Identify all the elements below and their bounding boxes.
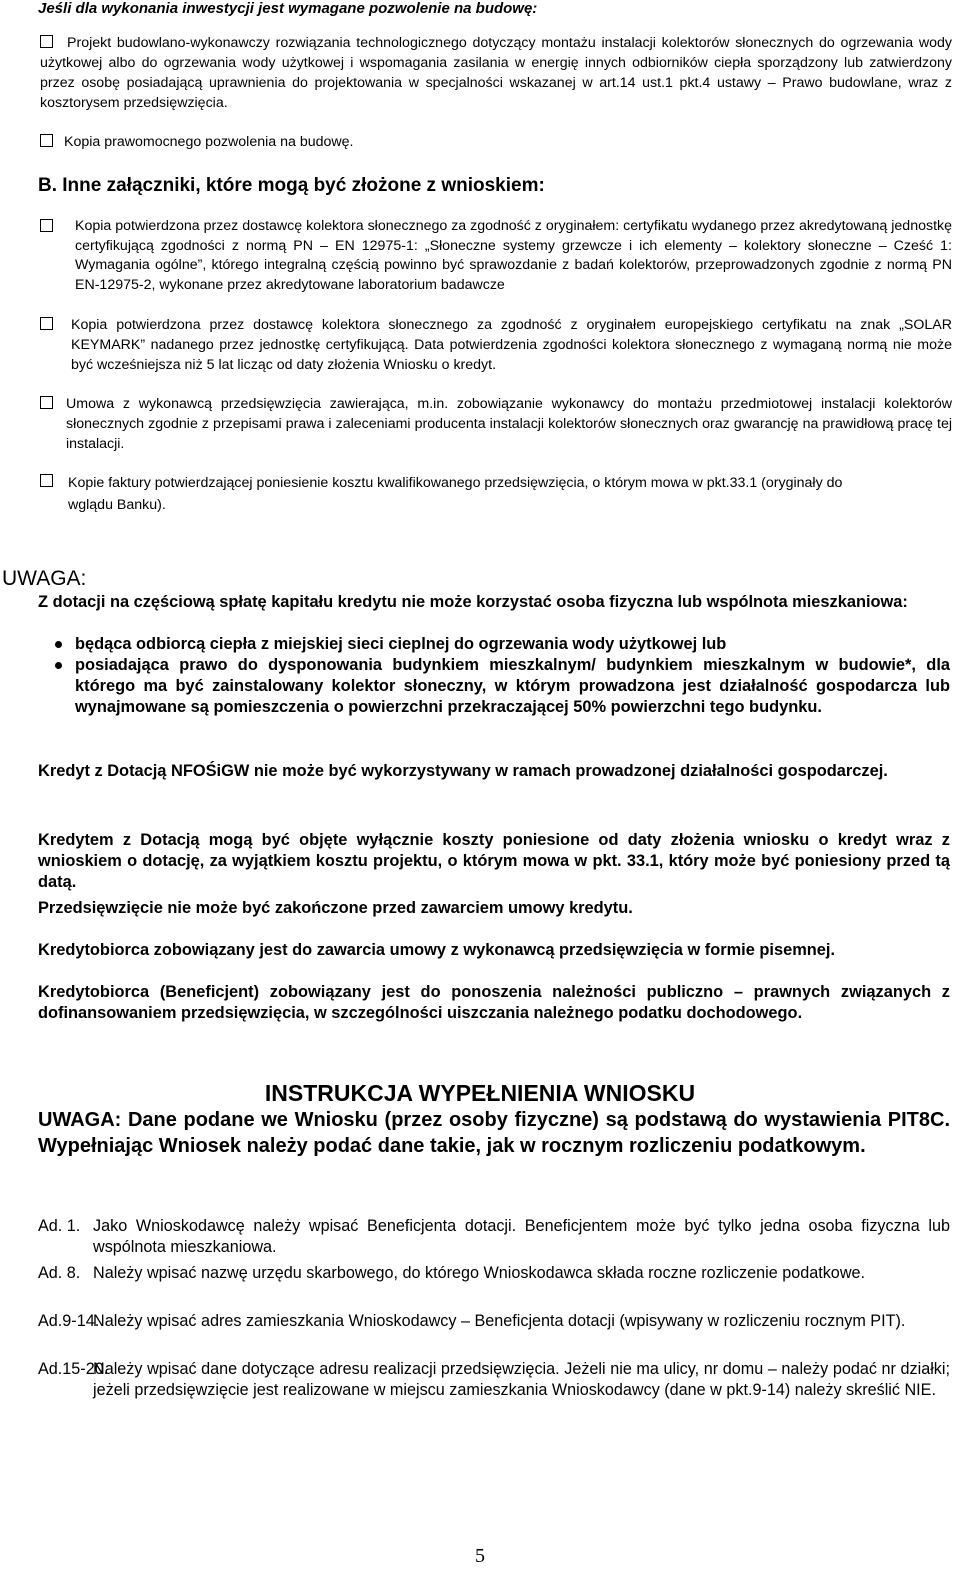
page-number: 5 bbox=[475, 1545, 485, 1567]
uwaga-bullet bbox=[38, 655, 950, 718]
note-business-activity: Kredyt z Dotacją NFOŚiGW nie może być wykorzystywany w ramach prowadzonej działalności gospodarczej. bbox=[38, 762, 888, 780]
ad-label: Ad. 8. bbox=[38, 1264, 81, 1282]
checkbox[interactable] bbox=[40, 474, 53, 487]
attachment-invoice bbox=[40, 472, 952, 516]
checkbox[interactable] bbox=[40, 317, 53, 330]
ad-item bbox=[38, 1311, 950, 1332]
ad-item bbox=[38, 1263, 950, 1284]
ad-item bbox=[38, 1359, 950, 1401]
checkbox[interactable] bbox=[40, 219, 53, 232]
attachment-invoice-text: Kopie faktury potwierdzającej poniesienie kosztu kwalifikowanego przedsięwzięcia, o którym mowa w pkt.33.1 (oryginały do wglądu Banku). bbox=[68, 475, 843, 513]
permit-item-project-text: Projekt budowlano-wykonawczy rozwiązania technologicznego dotyczący montażu instalacji kolektorów słonecznych do ogrzewania wody użytkowej albo do ogrzewania wody użytkowej i wspomagania zasilania w energię innych odbiorników ciepła sporządzony lub zatwierdzony przez osobę posiadającą uprawnienia do projektowania w specjalności wskazanej w art.14 ust.1 pkt.4 ustawy – Prawo budowlane, wraz z kosztorysem przedsięwzięcia. bbox=[40, 35, 952, 111]
section-b-title: B. Inne załączniki, które mogą być złożone z wnioskiem: bbox=[38, 175, 545, 196]
checkbox[interactable] bbox=[40, 396, 53, 409]
ad-text: Należy wpisać adres zamieszkania Wnioskodawcy – Beneficjenta dotacji (wpisywany w rozliczeniu rocznym PIT). bbox=[93, 1312, 906, 1330]
attachment-contract-text: Umowa z wykonawcą przedsięwzięcia zawierająca, m.in. zobowiązanie wykonawcy do montażu przedmiotowej instalacji kolektorów słonecznych zgodnie z przepisami prawa i zaleceniami producenta instalacji kolektorów słonecznych oraz gwarancję na prawidłową pracę tej instalacji. bbox=[66, 396, 952, 452]
note-public-obligations: Kredytobiorca (Beneficjent) zobowiązany jest do ponoszenia należności publiczno – prawnych związanych z dofinansowaniem przedsięwzięcia, w szczególności uiszczania należnego podatku dochodowego. bbox=[38, 983, 950, 1022]
ad-text: Należy wpisać nazwę urzędu skarbowego, do którego Wnioskodawca składa roczne rozliczenie podatkowe. bbox=[93, 1264, 866, 1282]
bullet-icon bbox=[55, 641, 62, 648]
note-written-contract: Kredytobiorca zobowiązany jest do zawarcia umowy z wykonawcą przedsięwzięcia w formie pisemnej. bbox=[38, 941, 836, 959]
uwaga-intro: Z dotacji na częściową spłatę kapitału kredytu nie może korzystać osoba fizyczna lub wspólnota mieszkaniowa: bbox=[38, 593, 908, 611]
uwaga-bullet-text: posiadająca prawo do dysponowania budynkiem mieszkalnym/ budynkiem mieszkalnym w budowie*, dla którego ma być zainstalowany kolektor słoneczny, w którym prowadzona jest działalność gospodarcza lub wynajmowane są pomieszczenia o powierzchni przekraczającej 50% powierzchni tego budynku. bbox=[75, 656, 950, 716]
attachment-keymark-text: Kopia potwierdzona przez dostawcę kolektora słonecznego za zgodność z oryginałem europejskiego certyfikatu na znak „SOLAR KEYMARK” nadanego przez jednostkę certyfikującą. Data potwierdzenia zgodności kolektora słonecznego z wymaganą normą nie może być wcześniejsza niż 5 lat licząc od daty złożenia Wniosku o kredyt. bbox=[71, 317, 952, 373]
checkbox[interactable] bbox=[40, 35, 53, 48]
permit-heading: Jeśli dla wykonania inwestycji jest wymagane pozwolenie na budowę: bbox=[38, 0, 538, 17]
ad-label: Ad.15-20. bbox=[38, 1360, 109, 1378]
instruction-note: UWAGA: Dane podane we Wniosku (przez osoby fizyczne) są podstawą do wystawienia PIT8C. Wypełniając Wniosek należy podać dane takie, jak w rocznym rozliczeniu podatkowym. bbox=[38, 1109, 950, 1157]
ad-label: Ad. 1. bbox=[38, 1217, 81, 1235]
uwaga-label: UWAGA: bbox=[2, 567, 87, 590]
permit-item-project bbox=[40, 33, 952, 113]
permit-item-copy bbox=[40, 132, 952, 152]
attachment-keymark bbox=[40, 315, 952, 375]
ad-text: Jako Wnioskodawcę należy wpisać Beneficjenta dotacji. Beneficjentem może być tylko jedna osoba fizyczna lub wspólnota mieszkaniowa. bbox=[93, 1217, 950, 1256]
attachment-certificate bbox=[40, 217, 952, 295]
uwaga-bullet bbox=[38, 634, 950, 655]
attachment-contract bbox=[40, 394, 952, 454]
permit-item-copy-text: Kopia prawomocnego pozwolenia na budowę. bbox=[64, 134, 354, 150]
attachment-certificate-text: Kopia potwierdzona przez dostawcę kolektora słonecznego za zgodność z oryginałem: certyfikatu wydanego przez akredytowaną jednostkę certyfikującą zgodności z normą PN – EN 12975-1: „Słoneczne systemy grzewcze i ich elementy – kolektory słoneczne – Cześć 1: Wymagania ogólne”, którego integralną częścią powinno być sprawozdanie z badań kolektorów, przeprowadzonych zgodnie z normą PN EN-12975-2, wykonane przez akredytowane laboratorium badawcze bbox=[75, 218, 952, 293]
note-completion: Przedsięwzięcie nie może być zakończone przed zawarciem umowy kredytu. bbox=[38, 899, 633, 917]
note-eligible-costs: Kredytem z Dotacją mogą być objęte wyłącznie koszty poniesione od daty złożenia wniosku o kredyt wraz z wnioskiem o dotację, za wyjątkiem kosztu projektu, o którym mowa w pkt. 33.1, który może być poniesiony przed tą datą. bbox=[38, 831, 950, 891]
uwaga-bullet-text: będąca odbiorcą ciepła z miejskiej sieci cieplnej do ogrzewania wody użytkowej lub bbox=[75, 635, 727, 653]
instruction-title: INSTRUKCJA WYPEŁNIENIA WNIOSKU bbox=[264, 1080, 696, 1106]
bullet-icon bbox=[55, 662, 62, 669]
uwaga-bullets bbox=[38, 634, 950, 718]
ad-text: Należy wpisać dane dotyczące adresu realizacji przedsięwzięcia. Jeżeli nie ma ulicy, nr domu – należy podać nr działki; jeżeli przedsięwzięcie jest realizowane w miejscu zamieszkania Wnioskodawcy (dane w pkt.9-14) należy skreślić NIE. bbox=[93, 1360, 950, 1399]
checkbox[interactable] bbox=[40, 134, 53, 147]
ad-item bbox=[38, 1216, 950, 1258]
ad-label: Ad.9-14. bbox=[38, 1312, 100, 1330]
